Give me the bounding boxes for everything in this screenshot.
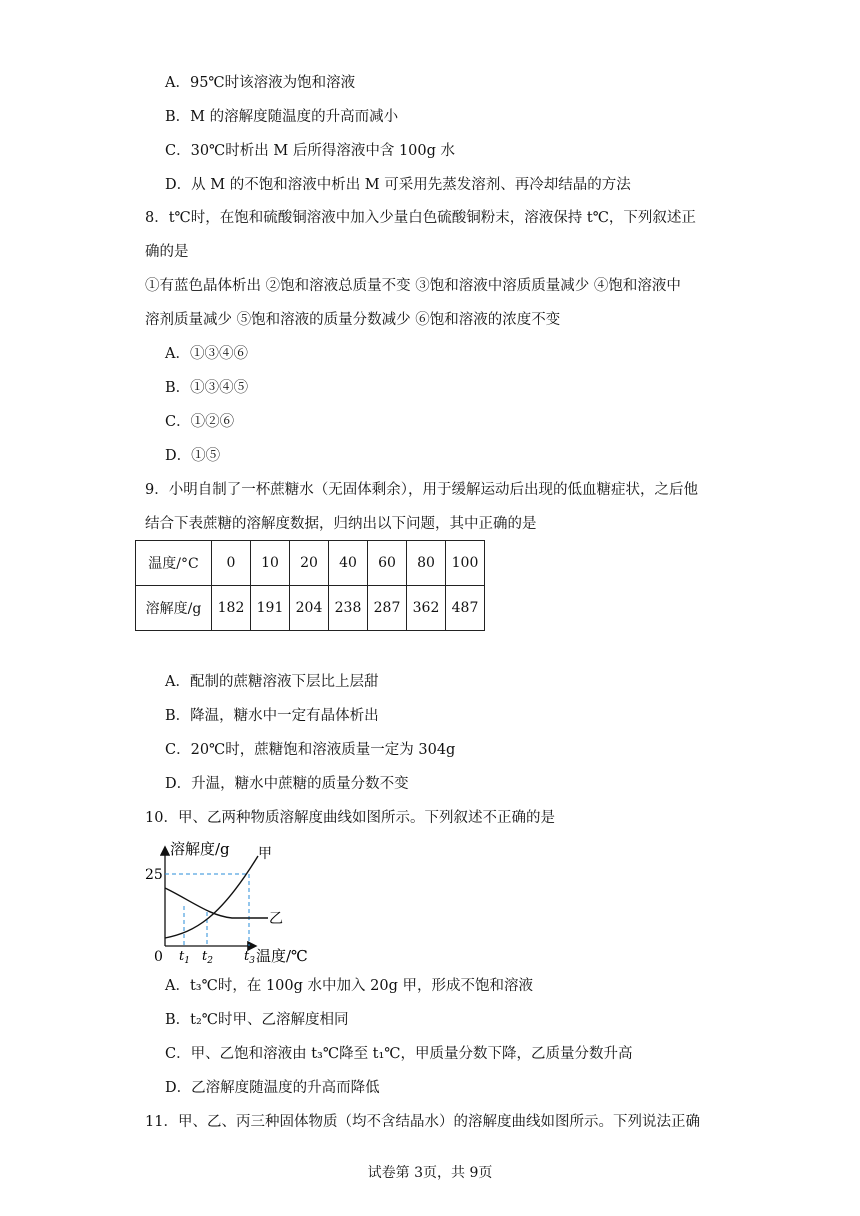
table-cell: 100: [446, 541, 485, 586]
table-cell: 362: [407, 586, 446, 631]
table-cell: 191: [251, 586, 290, 631]
table-cell: 287: [368, 586, 407, 631]
q8-stem-line2: 确的是: [145, 244, 189, 260]
curve-yi: [165, 888, 268, 918]
q9-option-a: A．配制的蔗糖溶液下层比上层甜: [165, 674, 379, 690]
origin-label: 0: [154, 949, 163, 965]
table-cell: 60: [368, 541, 407, 586]
table-header-temperature: 温度/°C: [136, 541, 212, 586]
y-tick-25: 25: [145, 867, 163, 883]
q8-option-c: C．①②⑥: [165, 414, 235, 430]
q8-stem-line1: 8．t℃时，在饱和硫酸铜溶液中加入少量白色硫酸铜粉末，溶液保持 t℃，下列叙述正: [145, 210, 696, 226]
x-axis-label: 温度/℃: [256, 947, 308, 965]
curve-jia-label: 甲: [258, 846, 272, 862]
q7-option-c: C．30℃时析出 M 后所得溶液中含 100g 水: [165, 143, 456, 159]
table-row: [136, 541, 485, 586]
table-cell: 238: [329, 586, 368, 631]
tick-t2: $t_2$: [202, 949, 213, 966]
q8-option-d: D．①⑤: [165, 448, 221, 464]
q10-option-c: C．甲、乙饱和溶液由 t₃℃降至 t₁℃，甲质量分数下降，乙质量分数升高: [165, 1046, 633, 1062]
table-cell: 20: [290, 541, 329, 586]
table-cell: 10: [251, 541, 290, 586]
q8-statements-line1: ①有蓝色晶体析出 ②饱和溶液总质量不变 ③饱和溶液中溶质质量减少 ④饱和溶液中: [145, 278, 681, 294]
curve-jia: [165, 856, 258, 938]
q11-stem-line1: 11．甲、乙、丙三种固体物质（均不含结晶水）的溶解度曲线如图所示。下列说法正确: [145, 1114, 700, 1130]
q9-option-b: B．降温，糖水中一定有晶体析出: [165, 708, 379, 724]
q10-option-b: B．t₂℃时甲、乙溶解度相同: [165, 1012, 349, 1028]
curve-yi-label: 乙: [269, 911, 283, 927]
tick-t1: $t_1$: [179, 949, 190, 966]
q10-stem: 10．甲、乙两种物质溶解度曲线如图所示。下列叙述不正确的是: [145, 810, 555, 826]
solubility-curve-graph: [145, 840, 320, 970]
table-row: [136, 586, 485, 631]
q9-stem-line2: 结合下表蔗糖的溶解度数据，归纳出以下问题，其中正确的是: [145, 516, 537, 532]
q9-option-c: C．20℃时，蔗糖饱和溶液质量一定为 304g: [165, 742, 456, 758]
tick-t3: $t_3$: [244, 949, 255, 966]
table-header-solubility: 溶解度/g: [136, 586, 212, 631]
table-cell: 182: [212, 586, 251, 631]
q10-option-a: A．t₃℃时，在 100g 水中加入 20g 甲，形成不饱和溶液: [165, 978, 533, 994]
table-cell: 487: [446, 586, 485, 631]
y-axis-label: 溶解度/g: [170, 840, 230, 858]
table-cell: 80: [407, 541, 446, 586]
table-cell: 40: [329, 541, 368, 586]
q10-option-d: D．乙溶解度随温度的升高而降低: [165, 1080, 380, 1096]
table-cell: 204: [290, 586, 329, 631]
q7-option-d: D．从 M 的不饱和溶液中析出 M 可采用先蒸发溶剂、再冷却结晶的方法: [165, 177, 631, 193]
table-cell: 0: [212, 541, 251, 586]
q8-option-a: A．①③④⑥: [165, 346, 248, 362]
q9-stem-line1: 9．小明自制了一杯蔗糖水（无固体剩余），用于缓解运动后出现的低血糖症状，之后他: [145, 482, 698, 498]
q8-statements-line2: 溶剂质量减少 ⑤饱和溶液的质量分数减少 ⑥饱和溶液的浓度不变: [145, 312, 561, 328]
q9-option-d: D．升温，糖水中蔗糖的质量分数不变: [165, 776, 409, 792]
page-footer: 试卷第 3页，共 9页: [367, 1165, 493, 1181]
solubility-table: [135, 540, 485, 631]
q8-option-b: B．①③④⑤: [165, 380, 249, 396]
q7-option-a: A．95℃时该溶液为饱和溶液: [165, 75, 356, 91]
q7-option-b: B．M 的溶解度随温度的升高而减小: [165, 109, 399, 125]
